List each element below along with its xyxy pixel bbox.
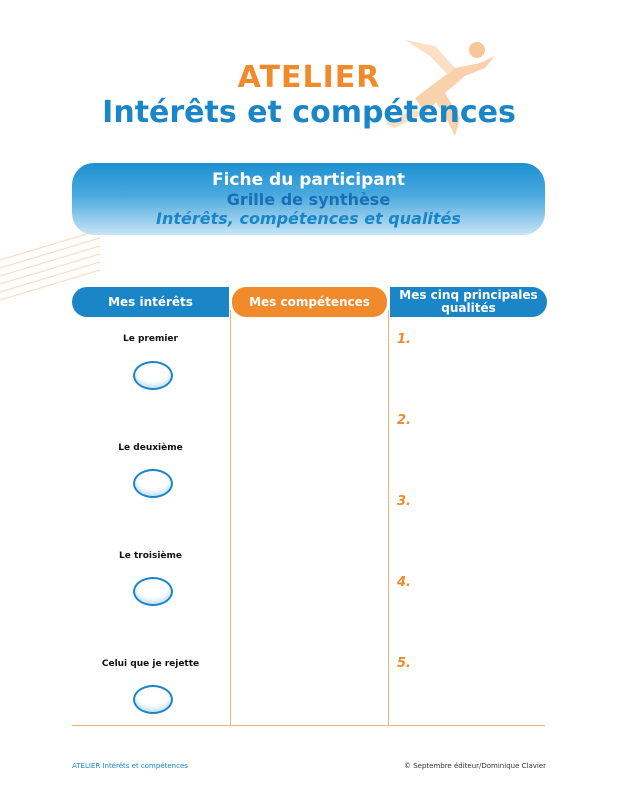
footer-title: Intérêts et compétences (102, 762, 188, 770)
column-header-interests: Mes intérêts (72, 287, 229, 317)
interest-answer-oval[interactable] (133, 577, 173, 606)
banner-line2: Grille de synthèse (226, 190, 391, 209)
quality-number-4: 4. (397, 575, 411, 590)
interest-label-third: Le troisième (118, 551, 182, 561)
footer-brand: ATELIER (72, 762, 101, 770)
interest-label-second: Le deuxième (118, 443, 183, 453)
title-subject: Intérêts et compétences (102, 95, 516, 130)
column-header-competences: Mes compétences (232, 287, 387, 317)
table-bottom-line (72, 725, 545, 726)
quality-number-3: 3. (397, 494, 411, 509)
quality-number-2: 2. (397, 413, 411, 428)
header-banner (72, 163, 545, 235)
interest-label-first: Le premier (123, 334, 178, 344)
column-divider (388, 310, 389, 726)
footer-left (72, 762, 188, 770)
banner-line3: Intérêts, compétences et qualités (156, 209, 461, 228)
interest-answer-oval[interactable] (133, 685, 173, 714)
interest-answer-oval[interactable] (133, 469, 173, 498)
column-header-qualities: Mes cinq principales qualités (390, 287, 547, 317)
column-divider (230, 310, 231, 726)
banner-line1: Fiche du participant (211, 170, 405, 190)
quality-number-1: 1. (397, 332, 411, 347)
title-atelier: ATELIER (237, 60, 381, 95)
footer-copyright: © Septembre éditeur/Dominique Clavier (403, 762, 546, 770)
interest-label-rejected: Celui que je rejette (101, 659, 200, 669)
quality-number-5: 5. (397, 656, 411, 671)
interest-answer-oval[interactable] (133, 361, 173, 390)
